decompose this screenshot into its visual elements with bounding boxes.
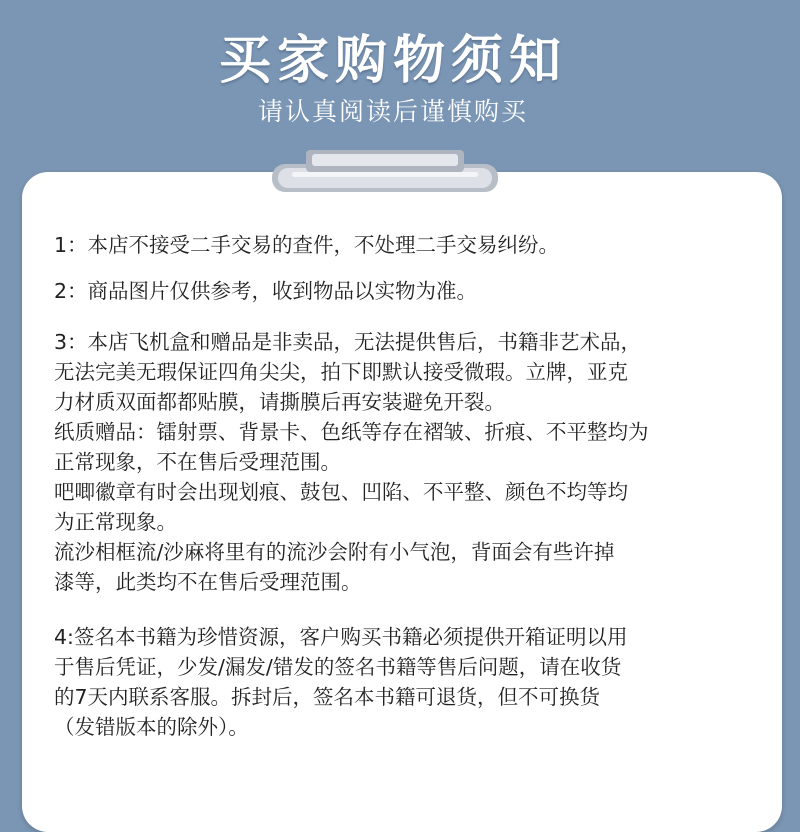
notice-line: 无法完美无瑕保证四角尖尖，拍下即默认接受微瑕。立牌，亚克 xyxy=(54,360,628,384)
notice-item-4 xyxy=(54,622,754,742)
notice-line: 纸质赠品：镭射票、背景卡、色纸等存在褶皱、折痕、不平整均为 xyxy=(54,420,649,444)
notice-line: 正常现象，不在售后受理范围。 xyxy=(54,450,341,474)
notice-item-1 xyxy=(54,230,754,260)
notice-line: 3：本店飞机盒和赠品是非卖品，无法提供售后，书籍非艺术品， xyxy=(54,330,642,354)
clipboard-clip-icon xyxy=(272,148,498,194)
notice-line: 1：本店不接受二手交易的查件，不处理二手交易纠纷。 xyxy=(54,233,560,257)
notice-line: （发错版本的除外）。 xyxy=(54,715,249,739)
notice-line: 力材质双面都都贴膜，请撕膜后再安装避免开裂。 xyxy=(54,390,505,414)
page-subtitle: 请认真阅读后谨慎购买 xyxy=(257,97,528,126)
notice-line: 的7天内联系客服。拆封后，签名本书籍可退货，但不可换货 xyxy=(54,685,601,709)
notice-line: 流沙相框流/沙麻将里有的流沙会附有小气泡，背面会有些许掉 xyxy=(54,540,615,564)
notice-item-3 xyxy=(54,327,754,597)
notice-content xyxy=(54,230,754,742)
notice-item-2 xyxy=(54,276,754,306)
notice-line: 吧唧徽章有时会出现划痕、鼓包、凹陷、不平整、颜色不均等均 xyxy=(54,480,628,504)
notice-line: 2：商品图片仅供参考，收到物品以实物为准。 xyxy=(54,279,478,303)
notice-line: 4:签名本书籍为珍惜资源，客户购买书籍必须提供开箱证明以用 xyxy=(54,625,628,649)
notice-line: 于售后凭证，少发/漏发/错发的签名书籍等售后问题，请在收货 xyxy=(54,655,622,679)
notice-line: 为正常现象。 xyxy=(54,510,177,534)
page-title: 买家购物须知 xyxy=(218,31,567,91)
notice-line: 漆等，此类均不在售后受理范围。 xyxy=(54,570,362,594)
